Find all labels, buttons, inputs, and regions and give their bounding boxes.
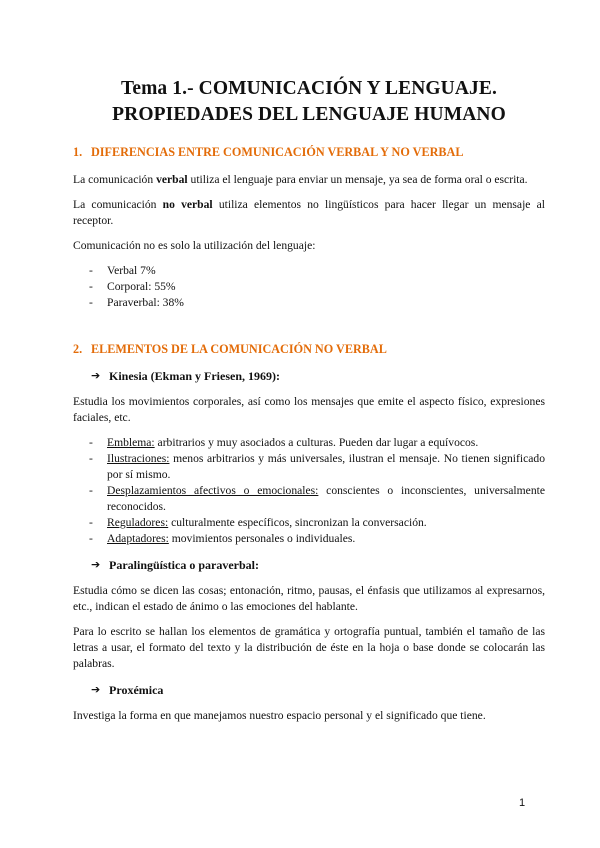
arrow-icon: ➔ [91, 683, 101, 696]
list-item: - Emblema: arbitrarios y muy asociados a culturas. Pueden dar lugar a equívocos. [89, 436, 479, 449]
list-item: - Reguladores: culturalmente específicos, sincronizan la conversación. [89, 516, 427, 529]
term-reguladores: Reguladores: [107, 516, 169, 529]
kinesia-heading [91, 368, 545, 384]
page-number: 1 [519, 797, 526, 809]
paralinguistica-heading [91, 557, 545, 573]
paragraph-no-verbal [73, 197, 545, 229]
list-item: - Verbal 7% [89, 264, 156, 277]
page-content [73, 76, 545, 724]
text-run: utiliza elementos no lingüísticos para hacer llegar un mensaje al receptor. [73, 198, 546, 227]
paralinguistica-paragraph-1: Estudia cómo se dicen las cosas; entonación, ritmo, pausas, el énfasis que utilizamos al expresarnos, etc., indican el estado de ánimo o las emociones del hablante. [73, 584, 545, 613]
list-item-text: movimientos personales o individuales. [168, 532, 356, 545]
list-item: - Desplazamientos afectivos o emocionales: conscientes o inconscientes, universalmente reconocidos. [89, 484, 545, 513]
proxemica-title: Proxémica [109, 683, 164, 697]
list-item-text: arbitrarios y muy asociados a culturas. Pueden dar lugar a equívocos. [154, 436, 479, 449]
section-1-heading [73, 144, 545, 160]
list-item-text: menos arbitrarios y más universales, ilustran el mensaje. No tienen significado por sí mismo. [107, 452, 545, 481]
bold-term-no-verbal: no verbal [162, 198, 213, 211]
list-item-text: Paraverbal: 38% [107, 296, 184, 309]
kinesia-title: Kinesia (Ekman y Friesen, 1969): [109, 369, 280, 383]
proxemica-heading [91, 682, 545, 698]
paragraph-verbal [73, 172, 545, 188]
term-desplazamientos: Desplazamientos afectivos o emocionales: [107, 484, 319, 497]
list-item-text: culturalmente específicos, sincronizan la conversación. [168, 516, 427, 529]
section-1-number: 1. [73, 145, 83, 159]
paralinguistica-title: Paralingüística o paraverbal: [109, 558, 259, 572]
list-item: - Ilustraciones: menos arbitrarios y más universales, ilustran el mensaje. No tienen significado por sí mismo. [89, 452, 545, 481]
list-item-text: Corporal: 55% [107, 280, 176, 293]
list-item: - Adaptadores: movimientos personales o individuales. [89, 532, 356, 545]
section-2-title: ELEMENTOS DE LA COMUNICACIÓN NO VERBAL [91, 342, 387, 356]
title-line-2: PROPIEDADES DEL LENGUAJE HUMANO [112, 104, 506, 125]
paralinguistica-paragraph-2: Para lo escrito se hallan los elementos de gramática y ortografía puntual, también el tamaño de las letras a usar, el formato del texto y la distribución de éste en la hoja o base donde se colocarán las palabras. [73, 625, 545, 670]
term-adaptadores: Adaptadores: [107, 532, 169, 545]
list-item: - Paraverbal: 38% [89, 296, 184, 309]
bold-term-verbal: verbal [156, 173, 188, 186]
title-line-1: Tema 1.- COMUNICACIÓN Y LENGUAJE. [121, 78, 497, 99]
section-2-number: 2. [73, 342, 83, 356]
term-emblema: Emblema: [107, 436, 155, 449]
arrow-icon: ➔ [91, 558, 101, 571]
kinesia-list [73, 435, 545, 547]
section-2-heading [73, 341, 545, 357]
text-run: utiliza el lenguaje para enviar un mensaje, ya sea de forma oral o escrita. [187, 173, 528, 186]
text-run: La comunicación [73, 198, 163, 211]
arrow-icon: ➔ [91, 369, 101, 382]
section-1-title: DIFERENCIAS ENTRE COMUNICACIÓN VERBAL Y NO VERBAL [91, 145, 464, 159]
text-run: La comunicación [73, 173, 157, 186]
proxemica-paragraph: Investiga la forma en que manejamos nuestro espacio personal y el significado que tiene. [73, 709, 486, 722]
list-item: - Corporal: 55% [89, 280, 176, 293]
term-ilustraciones: Ilustraciones: [107, 452, 170, 465]
document-title [73, 76, 545, 128]
list-item-text: conscientes o inconscientes, universalmente reconocidos. [107, 484, 545, 513]
kinesia-intro: Estudia los movimientos corporales, así como los mensajes que emite el aspecto físico, expresiones faciales, etc. [73, 395, 545, 424]
percentages-list [73, 263, 545, 311]
paragraph-comunicacion: Comunicación no es solo la utilización del lenguaje: [73, 239, 316, 252]
list-item-text: Verbal 7% [107, 264, 156, 277]
